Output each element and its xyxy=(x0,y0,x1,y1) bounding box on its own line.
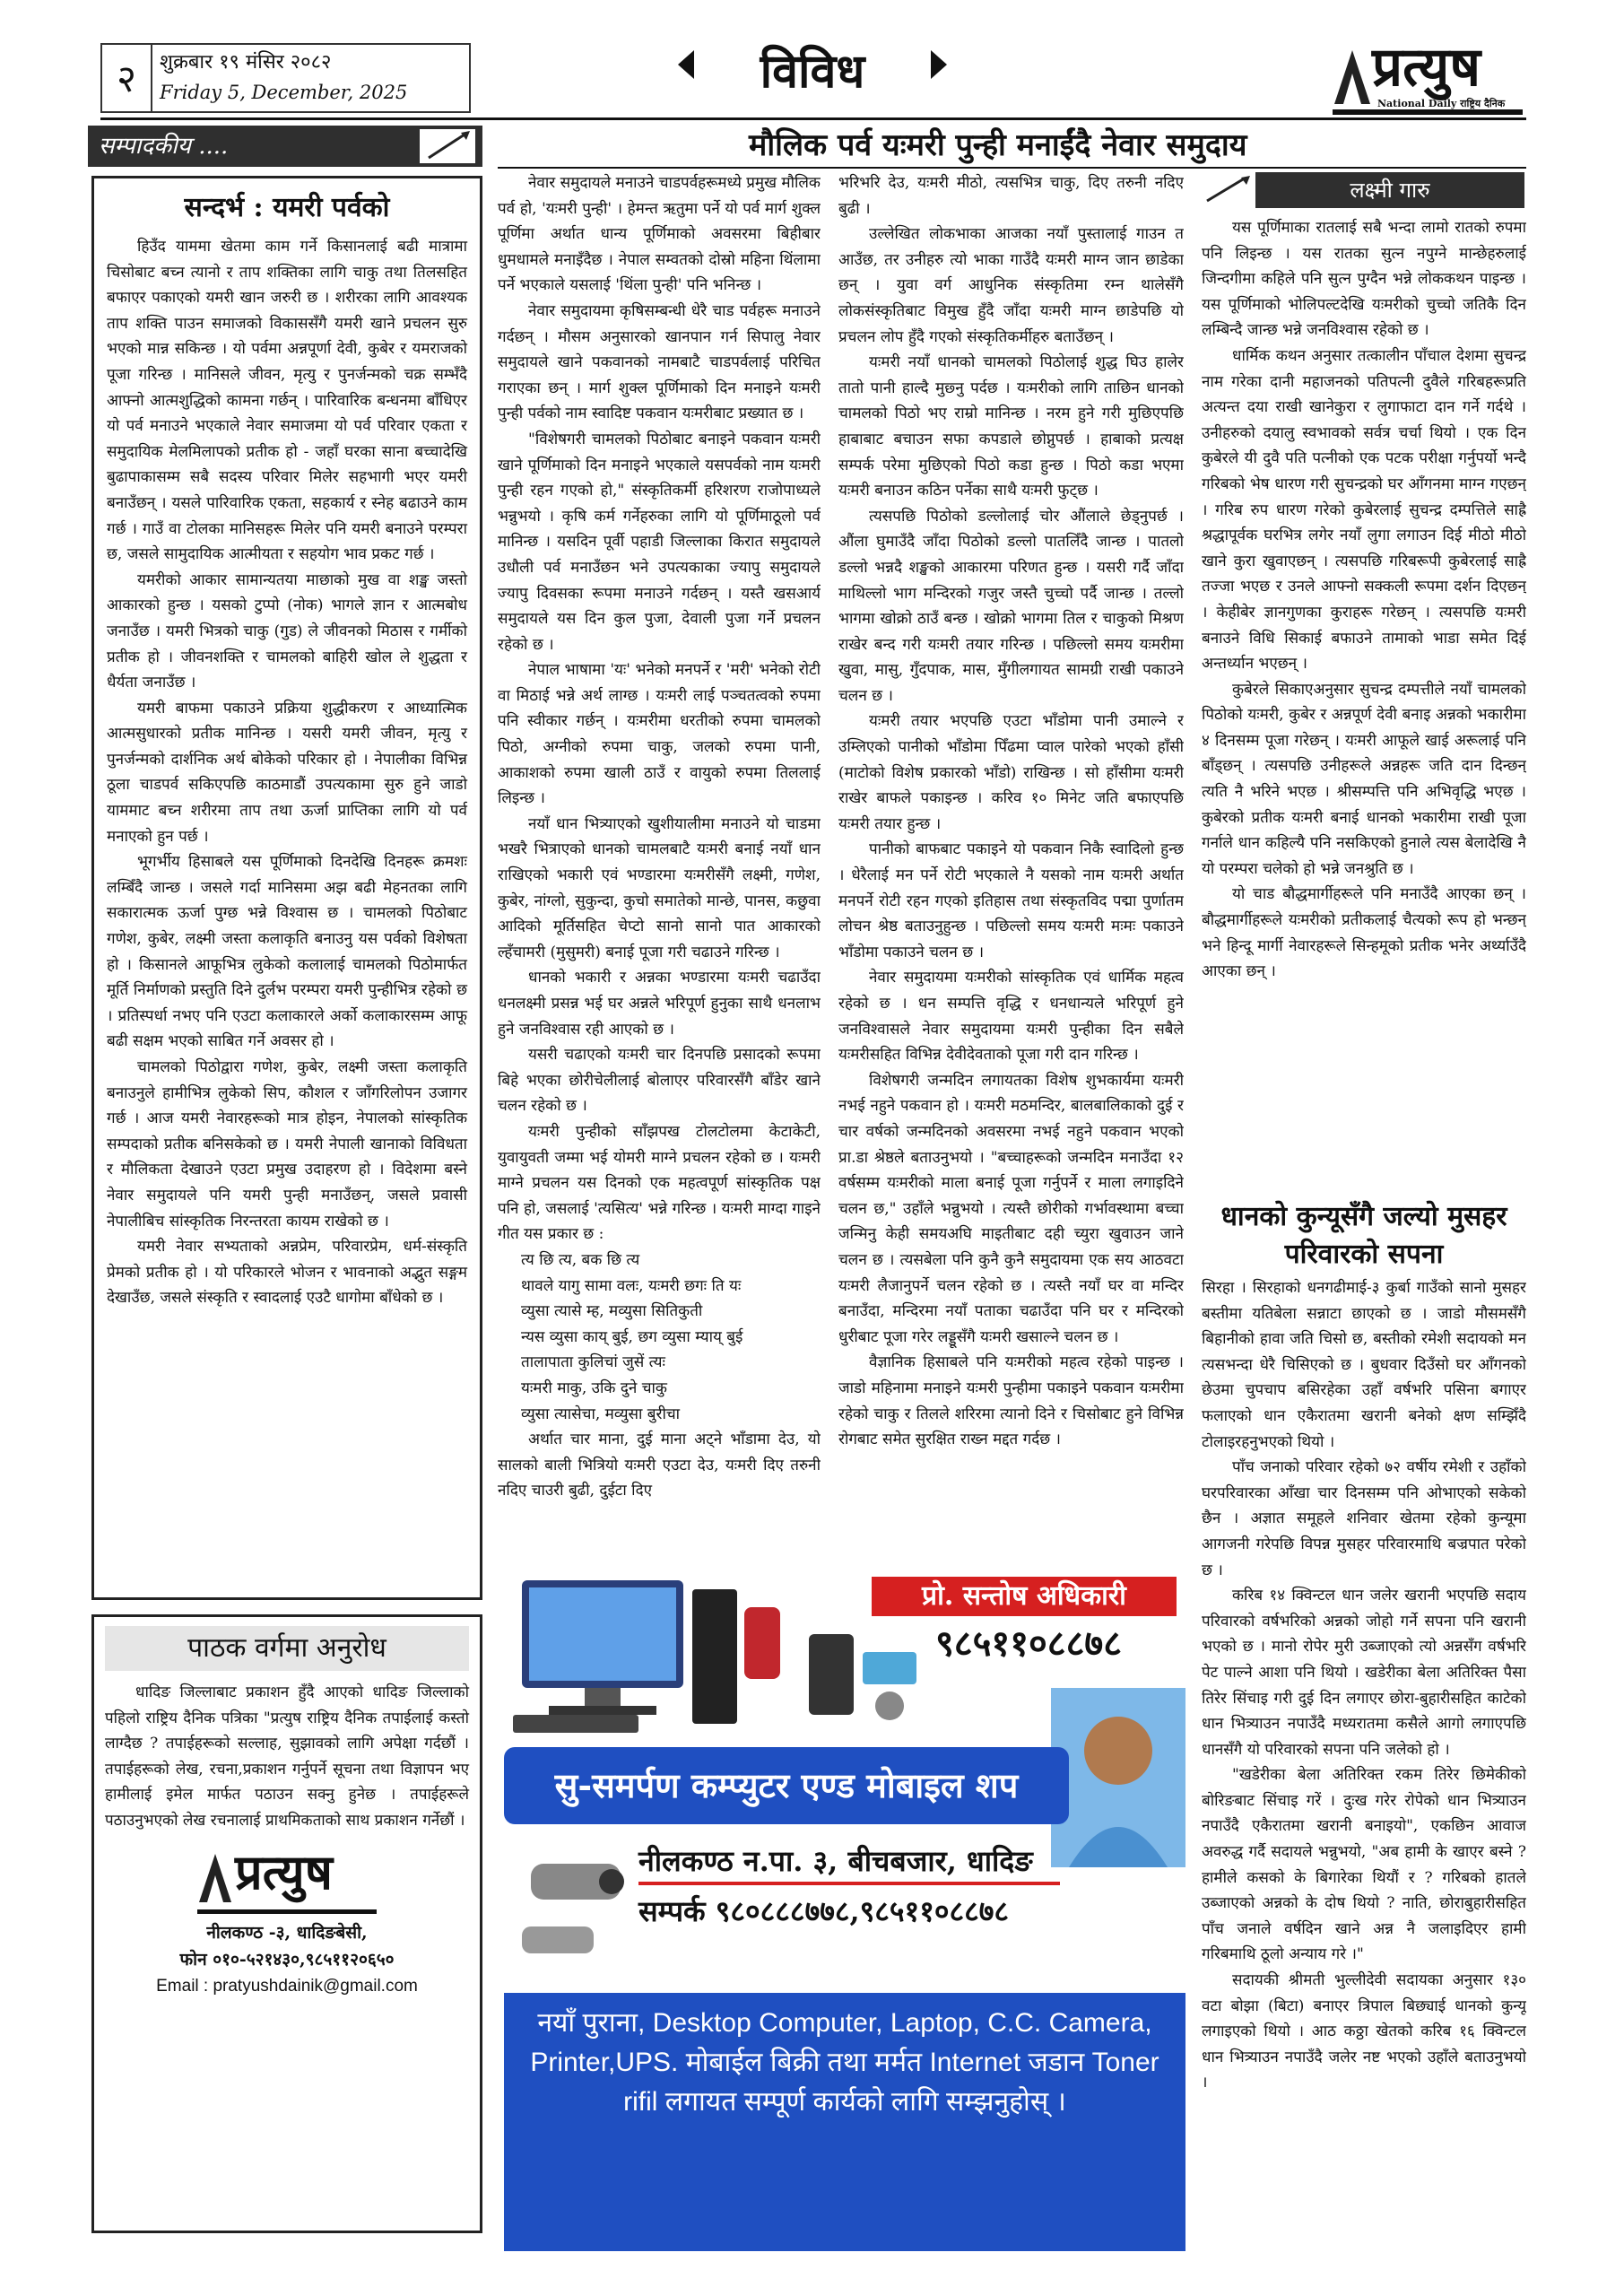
editorial-box xyxy=(91,176,482,1600)
section-header xyxy=(678,43,947,100)
arrow-right-icon xyxy=(931,50,947,79)
article-paragraph: यस पूर्णिमाका रातलाई सबै भन्दा लामो रातको रुपमा पनि लिइन्छ । यस रातका सुत्न नपुग्ने मान्छेहरुलाई जिन्दगीमा कहिले पनि सुत्न पुग्दैन भन्ने लोककथन पाइन्छ । यस पूर्णिमाको भोलिपल्टदेखि यःमरीको चुच्चो जतिकै दिन लम्बिन्दै जान्छ भन्ने जनविश्वास रहेको छ । xyxy=(1202,219,1526,340)
article-paragraph: नेपाल भाषामा 'यः' भनेको मनपर्ने र 'मरी' भनेको रोटी वा मिठाई भन्ने अर्थ लाग्छ । यःमरी लाई पञ्चतत्वको रुपमा पनि स्वीकार गर्छन् । यःमरीमा धरतीको रुपमा चामलको पिठो, अग्नीको रुपमा चाकु, जलको रुपमा पानी, आकाशको रुपमा खाली ठाउँ र वायुको रुपमा तिललाई लिइन्छ । xyxy=(498,661,821,808)
poem xyxy=(498,1248,821,1427)
article-paragraph: यःमरी पुन्हीको साँझपख टोलटोलमा केटाकेटी, युवायुवती जम्मा भई योमरी माग्ने प्रचलन रहेको छ । यःमरी माग्ने प्रचलन यस दिनको एक महत्वपूर्ण सांस्कृतिक पक्ष पनि हो, जसलाई 'त्यसित्य' भन्ने गरिन्छ । यःमरी माग्दा गाइने गीत यस प्रकार छ : xyxy=(498,1122,821,1244)
ad-contact: सम्पर्क ९८०८८८७७८,९८५११०८८७८ xyxy=(638,1894,1010,1928)
ad-owner-banner xyxy=(872,1577,1177,1616)
article-paragraph: विशेषगरी जन्मदिन लगायतका विशेष शुभकार्यमा यःमरी नभई नहुने पकवान हो । यःमरी मठमन्दिर, बालबालिकाको दुई र चार वर्षको जन्मदिनको अवसरमा नभई नहुने पकवान भएको प्रा.डा श्रेष्ठले बताउनुभयो । "बच्चाहरूको जन्मदिन मनाउँदा १२ वर्षसम्म यःमरीको माला बनाई पूजा गर्नुपर्ने र माला लगाइदिने चलन छ," उहाँले भन्नुभयो । त्यस्तै छोरीको गर्भावस्थामा बच्चा जन्मिनु केही समयअघि माइतीबाट दही च्युरा खुवाउन जाने चलन छ । त्यसबेला पनि कुनै कुनै समुदायमा एक सय आठवटा यःमरी लैजानुपर्ने चलन रहेको छ । त्यस्तै नयाँ घर वा मन्दिर बनाउँदा, मन्दिरमा नयाँ पताका चढाउँदा पनि घर र मन्दिरको धुरीबाट पूजा गरेर लड्डूसँगै यःमरी खसाल्ने चलन छ । xyxy=(838,1071,1184,1346)
article-paragraph: नेवार समुदायमा यःमरीको सांस्कृतिक एवं धार्मिक महत्व रहेको छ । धन सम्पत्ति वृद्धि र धनधान्यले भरिपूर्ण हुने जनविश्वासले नेवार समुदायमा यःमरी पुन्हीका दिन सबैले यःमरीसहित विभिन्न देवीदेवताको पूजा गरी दान गरिन्छ । xyxy=(838,969,1184,1065)
article-paragraph: यसरी चढाएको यःमरी चार दिनपछि प्रसादको रूपमा बिहे भएका छोरीचेलीलाई बोलाएर परिवारसँगै बाँडेर खाने चलन रहेको छ । xyxy=(498,1046,821,1116)
ad-owner-phone: ९८५११०८८७८ xyxy=(935,1622,1122,1665)
page-number-box xyxy=(100,43,152,113)
header-rule xyxy=(100,117,1526,120)
date-english: Friday 5, December, 2025 xyxy=(160,82,408,103)
article-paragraph: सिरहा । सिरहाको धनगढीमाई-३ कुर्बा गाउँको सानो मुसहर बस्तीमा यतिबेला सन्नाटा छाएको छ । जाडो मौसमसँगै बिहानीको हावा जति चिसो छ, बस्तीको रमेशी सदायको मन त्यसभन्दा धेरै चिसिएको छ । बुधवार दिउँसो घर आँगनको छेउमा चुपचाप बसिरहेका उहाँ वर्षभरि पसिना बगाएर फलाएको धान एकैरातमा खरानी बनेको क्षण सम्झिँदै टोलाइरहनुभएको थियो । xyxy=(1202,1279,1526,1451)
reader-request-logo xyxy=(197,1842,377,1914)
editorial-paragraph: यमरी नेवार सभ्यताको अन्नप्रेम, परिवारप्रेम, धर्म-संस्कृति प्रेमको प्रतीक हो । यो परिकारले भोजन र भावनाको अद्भुत सङ्गम देखाउँछ, जसले संस्कृति र स्वादलाई एउटै धागोमा बाँधेको छ । xyxy=(107,1238,467,1308)
article-paragraph: नेवार समुदायले मनाउने चाडपर्वहरूमध्ये प्रमुख मौलिक पर्व हो, 'यःमरी पुन्ही' । हेमन्त ऋतुमा पर्ने यो पर्व मार्ग शुक्ल पूर्णिमा अर्थात धान्य पूर्णिमाको अवसरमा बिहीबार धुमधामले मनाइँदैछ । नेपाल सम्वतको दोस्रो महिना थिंलामा पर्ने भएकाले यसलाई 'थिंला पुन्ही' पनि भनिन्छ । xyxy=(498,174,821,295)
article-paragraph: सदायकी श्रीमती भुल्लीदेवी सदायका अनुसार १३० वटा बोझा (बिटा) बनाएर त्रिपाल बिछ्याई धानको कुन्यू लगाइएको थियो । आठ कठ्ठा खेतको करिब १६ क्विन्टल धान भित्र्याउन नपाउँदै जलेर नष्ट भएको उहाँले बताउनुभयो । xyxy=(1202,1971,1526,2092)
article-paragraph: यो चाड बौद्धमार्गीहरूले पनि मनाउँदै आएका छन् । बौद्धमार्गीहरूले यःमरीको प्रतीकलाई चैत्यको रूप हो भन्छन् भने हिन्दू मार्गी नेवारहरूले सिन्हमूको प्रतीक भनेर अर्थ्याउँदै आएका छन् । xyxy=(1202,885,1526,981)
poem-line: तालापाता कुलिचां जुसें त्यः xyxy=(521,1353,665,1372)
logo-emblem xyxy=(197,1850,233,1904)
pen-icon xyxy=(1202,172,1256,208)
article-paragraph: यःमरी तयार भएपछि एउटा भाँडोमा पानी उमाल्ने र उम्लिएको पानीको भाँडोमा पिँढमा प्वाल पारेको भएको हाँसी (माटोको विशेष प्रकारको भाँडो) राखिन्छ । सो हाँसीमा यःमरी राखेर बाफले पकाइन्छ । करिव १० मिनेट जति बफाएपछि यःमरी तयार हुन्छ । xyxy=(838,712,1184,833)
editorial-banner-label: सम्पादकीय .... xyxy=(99,133,229,160)
article-paragraph: वैज्ञानिक हिसाबले पनि यःमरीको महत्व रहेको पाइन्छ । जाडो महिनामा मनाइने यःमरी पुन्हीमा पकाइने पकवान यःमरीमा रहेको चाकु र तिलले शरिरमा त्यानो दिने र चिसोबाट हुने विभिन्न रोगबाट समेत सुरक्षित राख्न मद्दत गर्दछ । xyxy=(838,1353,1184,1449)
ad-location: नीलकण्ठ न.पा. ३, बीचबजार, धादिङ xyxy=(638,1840,1060,1885)
musahar-column xyxy=(1202,1275,1526,2244)
advertisement xyxy=(504,1571,1185,2251)
poem-line: त्य छि त्य, बक छि त्य xyxy=(521,1250,640,1269)
editorial-banner xyxy=(88,126,482,167)
article-paragraph: त्यसपछि पिठोको डल्लोलाई चोर औंलाले छेड्नुपर्छ । औंला घुमाउँदै जाँदा पिठोको डल्लो पातलिँदै जान्छ । पातलो डल्लो भन्नदै शङ्खको आकारमा परिणत हुन्छ । यसरी गर्दै जाँदा माथिल्लो भाग मन्दिरको गजुर जस्तै चुच्चो पर्दै जान्छ । तल्लो भागमा खोक्रो ठाउँ बन्छ । खोक्रो भागमा तिल र चाकुको मिश्रण राखेर बन्द गरी यःमरी तयार गरिन्छ । पछिल्लो समय यःमरीमा खुवा, मासु, गुँदपाक, मास, मुँगीलगायत सामग्री राखी पकाउने चलन छ । xyxy=(838,507,1184,705)
editorial-text xyxy=(107,234,467,1311)
logo-text: प्रत्युष xyxy=(1372,36,1481,99)
ad-shop-name: सु-समर्पण कम्प्युटर एण्ड मोबाइल शप xyxy=(554,1765,1019,1805)
logo-subtitle: National Daily राष्ट्रिय दैनिक xyxy=(1377,98,1506,109)
ad-services-text: नयाँ पुराना, Desktop Computer, Laptop, C.C. Camera, Printer,UPS. मोबाईल बिक्री तथा मर्मत Internet जडान Toner rifil लगायत सम्पूर्ण कार्यको लागि सम्झनुहोस् । xyxy=(530,2008,1159,2117)
ad-computer-image xyxy=(504,1571,791,1742)
poem-line: थावले यागु सामा वलः, यःमरी छगः ति यः xyxy=(521,1276,742,1295)
byline-lakshmi xyxy=(1202,172,1524,208)
masthead-logo xyxy=(1333,36,1523,115)
article-column-2 xyxy=(498,170,821,1568)
article-paragraph: पानीको बाफबाट पकाइने यो पकवान निकै स्वादिलो हुन्छ । धेरैलाई मन पर्ने रोटी भएकाले नै यसको नाम यःमरी अर्थात मनपर्ने रोटी रहन गएको इतिहास तथा संस्कृतविद पद्मा पुर्णातम लोचन श्रेष्ठ बताउनुहुन्छ । पछिल्लो समय यःमरी मःमः पकाउने भाँडोमा पकाउने चलन छ । xyxy=(838,840,1184,961)
article-paragraph: "खडेरीका बेला अतिरिक्त रकम तिरेर छिमेकीको बोरिङबाट सिंचाइ गरें । दुःख गरेर रोपेको धान भित्र्याउन नपाउँदै एकैरातमा खरानी बनाइयो", एकछिन आवाज अवरुद्ध गर्दै सदायले भन्नुभयो, "अब हामी के खाएर बस्ने ? हामीले कसको के बिगारेका थियौं र ? गरिबको हातले उब्जाएको अन्नको के दोष थियो ? नाति, छोराबुहारीसहित पाँच जनाले वर्षदिन खाने अन्न नै जलाइदिएर हामी गरिबमाथि ठूलो अन्याय गरे ।" xyxy=(1202,1766,1526,1964)
logo-emblem xyxy=(1333,47,1372,106)
office-phone: फोन ०१०-५२१४३०,९८५११२०६५० xyxy=(179,1949,395,1970)
editorial-paragraph: यमरीको आकार सामान्यतया माछाको मुख वा शङ्ख जस्तो आकारको हुन्छ । यसको टुप्पो (नोक) भागले ज्ञान र आत्मबोध जनाउँछ । यमरी भित्रको चाकु (गुड) ले जीवनको मिठास र गर्मीको प्रतीक हो । जीवनशक्ति र चामलको बाहिरी खोल ले शुद्धता र धैर्यता जनाउँछ । xyxy=(107,570,467,692)
reader-request-title: पाठक वर्गमा अनुरोध xyxy=(105,1626,469,1671)
article-paragraph: पाँच जनाको परिवार रहेको ७२ वर्षीय रमेशी र उहाँको घरपरिवारका आँखा चार दिनसम्म पनि ओभाएको सकेको छैन । अज्ञात समूहले शनिवार खेतमा रहेको कुन्यूमा आगजनी गरेपछि विपन्न मुसहर परिवारमाथि बज्रपात परेको छ । xyxy=(1202,1458,1526,1579)
arrow-left-icon xyxy=(678,50,694,79)
article-column-3 xyxy=(838,170,1184,1568)
date-nepali: शुक्रबार १९ मंसिर २०८२ xyxy=(160,51,332,74)
ad-owner-name: प्रो. सन्तोष अधिकारी xyxy=(922,1580,1126,1612)
ad-person-photo xyxy=(1051,1688,1185,1867)
article-paragraph: अर्थात चार माना, दुई माना अट्ने भाँडामा देउ, यो सालको बाली भित्रियो यःमरी एउटा देउ, यःमरी दिए तरुनी नदिए चाउरी बुढी, दुईटा दिए xyxy=(498,1431,821,1500)
editorial-paragraph: भूगर्भीय हिसाबले यस पूर्णिमाको दिनदेखि दिनहरू क्रमशः लम्बिँदै जान्छ । जसले गर्दा मानिसमा अझ बढी मेहनतका लागि सकारात्मक ऊर्जा पुग्छ भन्ने विश्वास छ । चामलको पिठोबाट गणेश, कुबेर, लक्ष्मी जस्ता कलाकृति बनाउनु यस पर्वको विशेषता हो । किसानले आफूभित्र लुकेको कलालाई चामलको पिठोमार्फत मूर्ति निर्माणको प्रस्तुति दिने दुर्लभ परम्परा यमरी पुन्हीभित्र रहेको छ । प्रतिस्पर्धा नभए पनि एउटा कलाकारले अर्को कलाकारसम्म आफू बढी सक्षम भएको साबित गर्ने अवसर हो । xyxy=(107,853,467,1051)
office-email: Email : pratyushdainik@gmail.com xyxy=(156,1976,418,1996)
poem-line: न्यस व्युसा काय् बुई, छग व्युसा म्याय् बुई xyxy=(521,1327,743,1346)
poem-line: व्युसा त्यासे म्ह, मव्युसा सितिकुती xyxy=(521,1302,703,1321)
article-paragraph: भरिभरि देउ, यःमरी मीठो, त्यसभित्र चाकु, दिए तरुनी नदिए बुढी । xyxy=(838,174,1184,218)
byline-name: लक्ष्मी गारु xyxy=(1255,172,1524,208)
editorial-title: सन्दर्भ : यमरी पर्वको xyxy=(184,192,390,223)
logo-text: प्रत्युष xyxy=(235,1842,333,1900)
lakshmi-column xyxy=(1202,215,1526,1195)
main-headline: मौलिक पर्व यःमरी पुन्ही मनाईंदै नेवार समुदाय xyxy=(749,127,1247,163)
editorial-paragraph: चामलको पिठोद्वारा गणेश, कुबेर, लक्ष्मी जस्ता कलाकृति बनाउनुले हामीभित्र लुकेको सिप, कौशल र जाँगरिलोपन उजागर गर्छ । आज यमरी नेवारहरूको मात्र होइन, नेपालको सांस्कृतिक सम्पदाको प्रतीक बनिसकेको छ । यमरी नेपाली खानाको विविधता र मौलिकता देखाउने एउटा प्रमुख उदाहरण हो । विदेशमा बस्ने नेवार समुदायले पनि यमरी पुन्ही मनाउँछन्, जसले प्रवासी नेपालीबिच सांस्कृतिक निरन्तरता कायम राखेको छ । xyxy=(107,1058,467,1231)
poem-line: व्युसा त्यासेचा, मव्युसा बुरीचा xyxy=(521,1405,681,1423)
ad-services-box xyxy=(504,1993,1185,2251)
ad-camera-image xyxy=(513,1837,638,1980)
office-address: नीलकण्ठ -३, धादिङबेसी, xyxy=(206,1922,368,1943)
musahar-headline: धानको कुन्यूसँगै जल्यो मुसहर परिवारको सपना xyxy=(1220,1201,1507,1270)
ad-shop-banner xyxy=(504,1747,1069,1824)
article-paragraph: नयाँ धान भित्र्याएको खुशीयालीमा मनाउने यो चाडमा भखरै भित्राएको धानको चामलबाटै यःमरी बनाई नयाँ धान राखिएको भकारी एवं भण्डारमा यःमरीसँगै लक्ष्मी, गणेश, कुबेर, नांग्लो, सुकुन्दा, कुचो समातेको मान्छे, पानस, कछुवा आदिको मूर्तिसहित चेप्टो सानो सानो पात आकारको ल्हँचामरी (मुसुमरी) बनाई पूजा गरी चढाउने गरिन्छ । xyxy=(498,814,821,961)
reader-request-box xyxy=(91,1614,482,2233)
editorial-paragraph: हिउँद याममा खेतमा काम गर्ने किसानलाई बढी मात्रामा चिसोबाट बच्न त्यानो र ताप शक्तिका लागि चाकु तथा तिलसहित बफाएर पकाएको यमरी खान जरुरी छ । शरीरका लागि आवश्यक ताप शक्ति पाउन समाजको विकाससँगै यमरी खाने प्रचलन सुरु भएको मान्न सकिन्छ । यो पर्वमा अन्नपूर्णा देवी, कुबेर र यमराजको पूजा गरिन्छ । मानिसले जीवन, मृत्यु र पुनर्जन्मको चक्र सम्भँदै आफ्नो आत्मशुद्धिको कामना गर्छन् । पारिवारिक बन्धनमा बाँधिएर यो पर्व मनाउने भएकाले नेवार समाजमा यो पर्व परिवार एकता र समुदायिक मेलमिलापको प्रतीक हो - जहाँ घरका साना बच्चादेखि बुढापाकासम्म सबै सदस्य परिवार मिलेर सहभागी भएर यमरी बनाउँछन् । यसले पारिवारिक एकता, सहकार्य र स्नेह बढाउने काम गर्छ । गाउँ वा टोलका मानिसहरू मिलेर पनि यमरी बनाउने परम्परा छ, जसले सामुदायिक आत्मीयता र सहयोग भाव प्रकट गर्छ । xyxy=(107,238,467,564)
article-paragraph: यःमरी नयाँ धानको चामलको पिठोलाई शुद्ध घिउ हालेर तातो पानी हाल्दै मुछ्नु पर्दछ । यःमरीको लागि ताछिन धानको चामलको पिठो भए राम्रो मानिन्छ । नरम हुने गरी मुछिएपछि हाबाबाट बचाउन सफा कपडाले छोप्नुपर्छ । हाबाको प्रत्यक्ष सम्पर्क परेमा मुछिएको पिठो कडा हुन्छ । पिठो कडा भएमा यःमरी बनाउन कठिन पर्नेका साथै यःमरी फुट्छ । xyxy=(838,353,1184,500)
article-paragraph: कुबेरले सिकाएअनुसार सुचन्द्र दम्पत्तीले नयाँ चामलको पिठोको यःमरी, कुबेर र अन्नपूर्ण देवी बनाइ अन्नको भकारीमा ४ दिनसम्म पूजा गरेछन् । यःमरी आफूले खाई अरूलाई पनि बाँड्छन् । त्यसपछि उनीहरूले अन्नहरू जति दान दिन्छन् त्यति नै भरिने भएछ । श्रीसम्पत्ति पनि अभिवृद्धि भएछ । कुबेरको प्रतीक यःमरी बनाई धानको भकारीमा राखी पूजा गर्नाले धान कहिल्यै पनि नसकिएको हुनाले त्यस बेलादेखि नै यो परम्परा चलेको हो भन्ने जनश्रुति छ । xyxy=(1202,680,1526,878)
poem-line: यःमरी माकु, उकि दुने चाकु xyxy=(521,1378,667,1397)
article-paragraph: करिब १४ क्विन्टल धान जलेर खरानी भएपछि सदाय परिवारको वर्षभरिको अन्नको जोहो गर्ने सपना पनि खरानी भएको छ । मानो रोपेर मुरी उब्जाएको त्यो अन्नसँग वर्षभरि पेट पाल्ने आशा पनि थियो । खडेरीका बेला अतिरिक्त पैसा तिरेर सिंचाइ गरी दुई दिन लगाएर छोरा-बुहारीसहित काटेको धान भित्र्याउन नपाउँदै मध्यरातमा कसैले आगो लगाएपछि धानसँगै यो परिवारको सपना पनि जलेको हो । xyxy=(1202,1587,1526,1759)
section-title: विविध xyxy=(760,44,865,99)
article-paragraph: धानको भकारी र अन्नका भण्डारमा यःमरी चढाउँदा धनलक्ष्मी प्रसन्न भई घर अन्नले भरिपूर्ण हुनुका साथै धनलाभ हुने जनविश्वास रही आएको छ । xyxy=(498,969,821,1039)
article-paragraph: धार्मिक कथन अनुसार तत्कालीन पाँचाल देशमा सुचन्द्र नाम गरेका दानी महाजनको पतिपत्नी दुवैले गरिबहरूप्रति अत्यन्त दया राखी खानेकुरा र लुगाफाटा दान गर्ने गर्दथे । उनीहरुको दयालु स्वभावको सर्वत्र चर्चा थियो । एक दिन कुबेरले यी दुवै पति पत्नीको एक पटक परीक्षा गर्नुपर्यो भन्दै गरिबको भेष धारण गरी सुचन्द्रको घर आँगनमा माग्न गएछन् । गरिब रुप धारण गरेको कुबेरलाई सुचन्द्र दम्पत्तिले साह्रै श्रद्धापूर्वक घरभित्र लगेर नयाँ लुगा लगाउन दिई मीठो मीठो खाने कुरा खुवाएछन् । त्यसपछि गरिबरूपी कुबेरलाई साह्रै तज्जा भएछ र उनले आफ्नो सक्कली रूपमा दर्शन दिएछन् । केहीबेर ज्ञानगुणका कुराहरू गरेछन् । त्यसपछि यःमरी बनाउने विधि सिकाई बफाउने तामाको भाडा समेत दिई अन्तर्ध्यान भएछन् । xyxy=(1202,346,1526,674)
ad-gadgets-image xyxy=(800,1625,925,1733)
quill-icon xyxy=(420,129,475,163)
article-paragraph: "विशेषगरी चामलको पिठोबाट बनाइने पकवान यःमरी खाने पूर्णिमाको दिन मनाइने भएकाले यसपर्वको नाम यःमरी पुन्ही रहन गएको हो," संस्कृतिकर्मी हरिशरण राजोपाध्यले भन्नुभयो । कृषि कर्म गर्नेहरुका लागि यो पूर्णिमाठूलो पर्व मानिन्छ । यसदिन पूर्वी पहाडी जिल्लाका किरात समुदायले उधौली पर्व मनाउँछन भने उपत्यकाका ज्यापु समुदायले ज्यापु दिवसका रूपमा मनाउने गर्दछन् । यस्तै खसआर्य समुदायले यस दिन कुल पुजा, देवाली पुजा गर्ने प्रचलन रहेको छ । xyxy=(498,430,821,654)
editorial-paragraph: यमरी बाफमा पकाउने प्रक्रिया शुद्धीकरण र आध्यात्मिक आत्मसुधारको प्रतीक मानिन्छ । यसरी यमरी जीवन, मृत्यु र पुनर्जन्मको दार्शनिक अर्थ बोकेको परिकार हो । नेपालीका विभिन्न ठूला चाडपर्व सकिएपछि काठमाडौं उपत्यकामा सुरु हुने जाडो याममाट बच्न शरीरमा ताप तथा ऊर्जा प्राप्तिका लागि यो पर्व मनाएको हुन पर्छ । xyxy=(107,699,467,846)
date-box xyxy=(152,43,471,113)
article-paragraph: उल्लेखित लोकभाका आजका नयाँ पुस्तालाई गाउन त आउँछ, तर उनीहरु त्यो भाका गाउँदै यःमरी माग्न जान छाडेका छन् । युवा वर्ग आधुनिक संस्कृतिमा रम्न थालेसँगै लोकसंस्कृतिबाट विमुख हुँदै जाँदा यःमरी माग्न छाडेपछि यो प्रचलन लोप हुँदै गएको संस्कृतिकर्मीहरु बताउँछन् । xyxy=(838,225,1184,346)
article-paragraph: नेवार समुदायमा कृषिसम्बन्धी धेरै चाड पर्वहरू मनाउने गर्दछन् । मौसम अनुसारको खानपान गर्न सिपालु नेवार समुदायले खाने पकवानको नामबाटै चाडपर्वलाई परिचित गराएका छन् । मार्ग शुक्ल पूर्णिमाको दिन मनाइने यःमरी पुन्ही पर्वको नाम स्वादिष्ट पकवान यःमरीबाट प्रख्यात छ । xyxy=(498,301,821,423)
headline-rule xyxy=(498,167,1526,169)
reader-request-body: धादिङ जिल्लाबाट प्रकाशन हुँदै आएको धादिङ जिल्लाको पहिलो राष्ट्रिय दैनिक पत्रिका "प्रत्युष राष्ट्रिय दैनिक तपाईलाई कस्तो लाग्दैछ ? तपाईहरूको सल्लाह, सुझावको लागि अपेक्षा गर्दछौं । तपाईहरूको लेख, रचना,प्रकाशन गर्नुपर्ने सूचना तथा विज्ञापन भए हामीलाई इमेल मार्फत पठाउन सक्नु हुनेछ । तपाईहरूले पठाउनुभएको लेख रचनालाई प्राथमिकताको साथ प्रकाशन गर्नेछौं । xyxy=(105,1683,469,1830)
page-number: २ xyxy=(117,57,136,100)
